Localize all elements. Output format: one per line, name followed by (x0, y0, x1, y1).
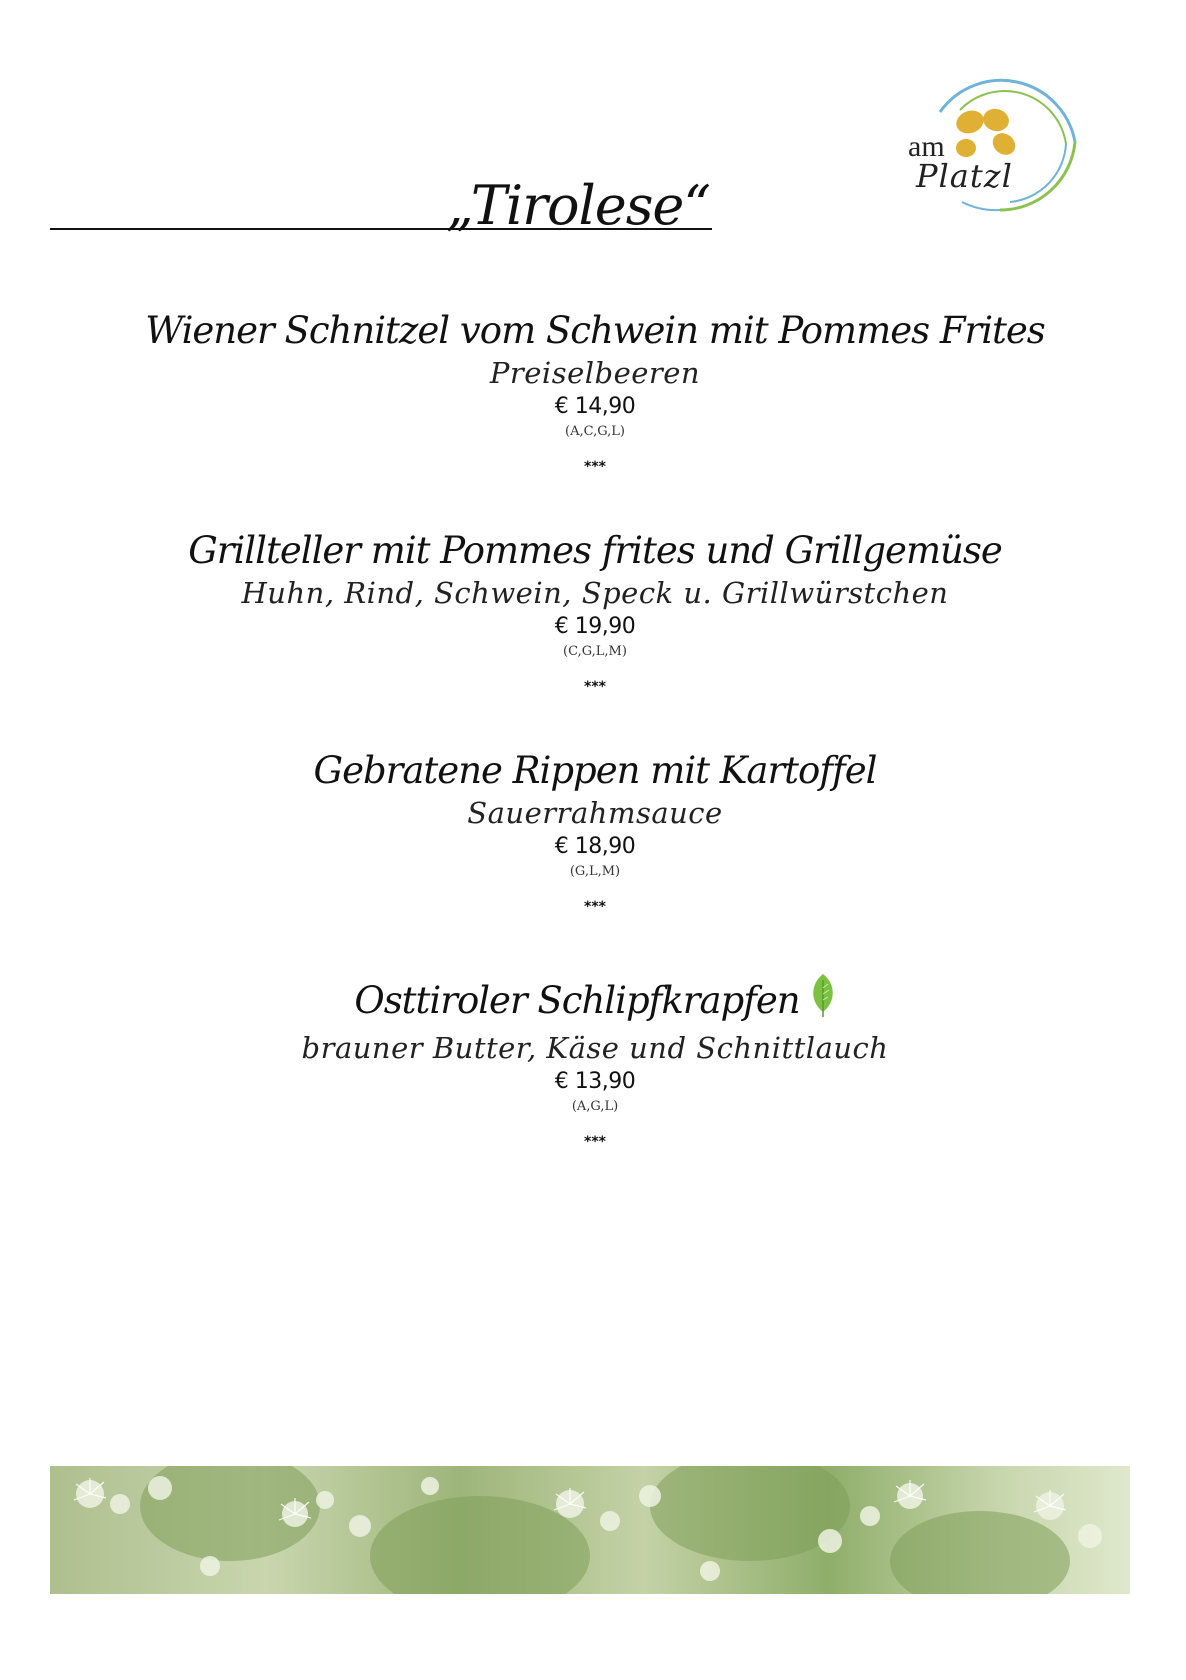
item-separator: *** (584, 679, 606, 695)
dish-price: € 14,90 (554, 394, 636, 419)
dish-allergens: (G,L,M) (569, 864, 621, 879)
logo-text-am: am (908, 130, 945, 163)
dish-name: Grillteller mit Pommes frites und Grillgemüse (188, 529, 1002, 572)
page-title: „Tirolese“ (445, 174, 710, 237)
dish-name-row (50, 978, 1140, 1029)
linden-flower-icon (953, 106, 1020, 159)
dish-price: € 18,90 (554, 834, 636, 859)
dish-description: Huhn, Rind, Schwein, Speck u. Grillwürstchen (241, 576, 949, 610)
item-separator: *** (584, 1134, 606, 1150)
menu-item (50, 308, 1140, 476)
menu-item (50, 528, 1140, 696)
dish-description: brauner Butter, Käse und Schnittlauch (301, 1031, 889, 1065)
dish-price: € 19,90 (554, 614, 636, 639)
restaurant-logo (900, 52, 1090, 222)
item-separator: *** (584, 459, 606, 475)
dish-description: Sauerrahmsauce (467, 796, 723, 830)
dish-price: € 13,90 (554, 1069, 636, 1094)
dish-name: Gebratene Rippen mit Kartoffel (313, 749, 877, 792)
dish-allergens: (A,G,L) (571, 1099, 619, 1114)
dish-name: Wiener Schnitzel vom Schwein mit Pommes Frites (145, 309, 1045, 352)
vegetarian-leaf-icon (810, 972, 836, 1029)
blossom-photo-icon (50, 1466, 1130, 1594)
item-separator: *** (584, 899, 606, 915)
page-header (50, 170, 712, 237)
linden-blossom-banner (50, 1466, 1130, 1594)
dish-allergens: (C,G,L,M) (563, 644, 627, 659)
logo-text-platzl: Platzl (916, 157, 1013, 195)
dish-name: Osttiroler Schlipfkrapfen (354, 979, 800, 1022)
menu-item (50, 748, 1140, 916)
menu-item (50, 978, 1140, 1151)
dish-allergens: (A,C,G,L) (565, 424, 625, 439)
dish-description: Preiselbeeren (489, 356, 701, 390)
